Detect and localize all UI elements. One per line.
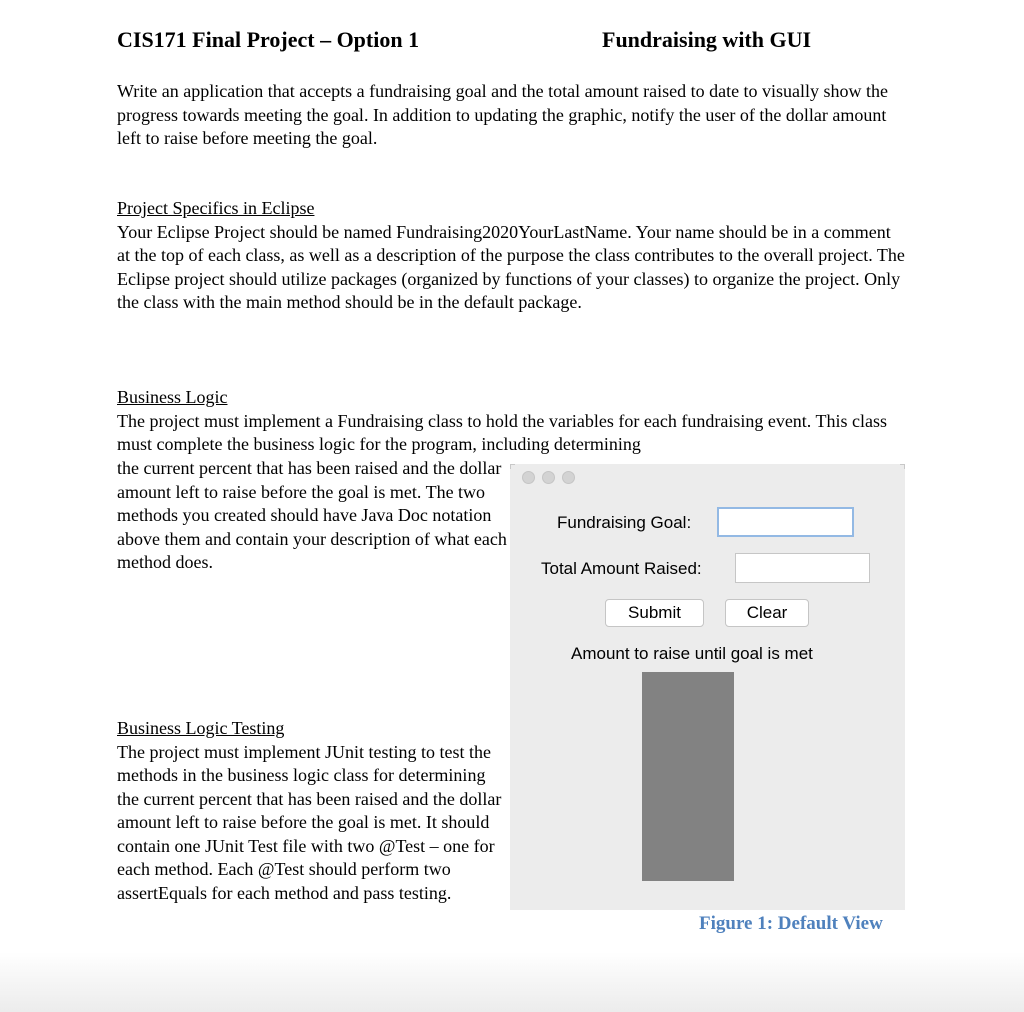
raised-input[interactable]: [735, 553, 870, 583]
close-window-icon[interactable]: [522, 471, 535, 484]
figure-caption: Figure 1: Default View: [699, 913, 883, 934]
testing-heading: Business Logic Testing: [117, 718, 285, 738]
eclipse-body: Your Eclipse Project should be named Fundraising2020YourLastName. Your name should be in a comment at the top of each class, as well as a description of the purpose the class contributes to the overall project. The Eclipse project should utilize packages (organized by functions of your classes) to organize the project. Only the class with the main method should be in the default package.: [117, 221, 905, 312]
business-logic-body-top: The project must implement a Fundraising class to hold the variables for each fundraising event. This class must complete the business logic for the program, including determining: [117, 410, 887, 454]
minimize-window-icon[interactable]: [542, 471, 555, 484]
document-title: CIS171 Final Project – Option 1: [117, 27, 420, 52]
raised-label: Total Amount Raised:: [541, 559, 702, 578]
window-corner-mark: [510, 464, 515, 469]
gui-window-screenshot: [510, 464, 905, 910]
business-logic-heading: Business Logic: [117, 387, 228, 407]
goal-label: Fundraising Goal:: [557, 513, 692, 532]
eclipse-section: [117, 197, 907, 315]
page-bottom-shadow: [0, 952, 1024, 1012]
testing-body: The project must implement JUnit testing to test the methods in the business logic class for determining the current percent that has been raised and the dollar amount left to raise before the goal is met. It should contain one JUnit Test file with two @Test – one for each method. Each @Test should perform two assertEquals for each method and pass testing.: [117, 741, 502, 903]
business-logic-section: [117, 386, 907, 457]
testing-section: [117, 717, 507, 905]
status-text: Amount to raise until goal is met: [571, 644, 813, 663]
window-corner-mark: [900, 464, 905, 469]
intro-paragraph: Write an application that accepts a fundraising goal and the total amount raised to date to visually show the progress towards meeting the goal. In addition to updating the graphic, notify the user of the dollar amount left to raise before meeting the goal.: [117, 81, 889, 148]
clear-button[interactable]: Clear: [725, 599, 809, 627]
eclipse-heading: Project Specifics in Eclipse: [117, 198, 315, 218]
document-subtitle: Fundraising with GUI: [602, 27, 812, 52]
goal-input[interactable]: [717, 507, 854, 537]
business-logic-body-left: the current percent that has been raised and the dollar amount left to raise before the goal is met. The two methods you created should have Java Doc notation above them and contain your description of what each method does.: [117, 458, 507, 572]
window-titlebar: [510, 464, 905, 494]
zoom-window-icon[interactable]: [562, 471, 575, 484]
submit-button[interactable]: Submit: [605, 599, 704, 627]
progress-bar: [642, 672, 734, 881]
